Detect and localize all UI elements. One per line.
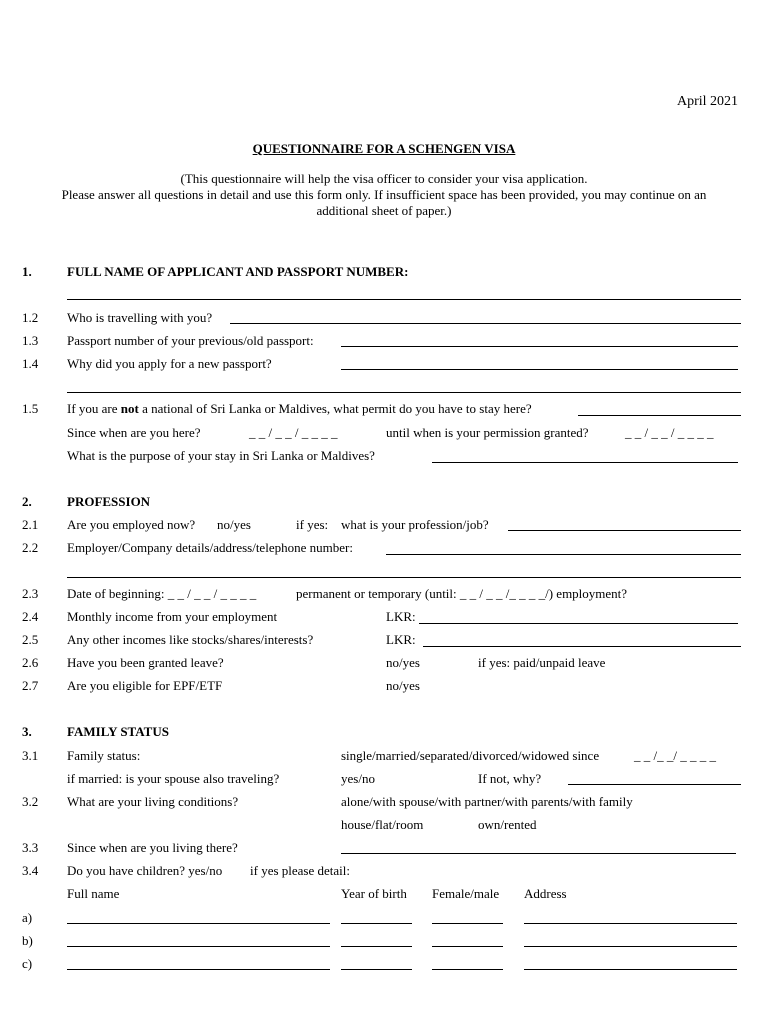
column-year-of-birth: Year of birth [341, 886, 407, 901]
section-2-number: 2. [22, 494, 32, 509]
child-b-year-field[interactable] [341, 946, 412, 947]
intro-line-3: additional sheet of paper.) [316, 203, 452, 218]
row-label-b: b) [22, 933, 33, 948]
children-detail-label: if yes please detail: [250, 863, 350, 878]
q2-2-number: 2.2 [22, 540, 39, 555]
child-a-year-field[interactable] [341, 923, 412, 924]
lkr-label-2: LKR: [386, 632, 416, 647]
section-3-number: 3. [22, 724, 32, 739]
column-address: Address [524, 886, 567, 901]
permission-until-field[interactable]: _ _ / _ _ / _ _ _ _ [625, 425, 714, 440]
employment-type-field[interactable]: permanent or temporary (until: _ _ / _ _ /_ _ _ _/) employment? [296, 586, 628, 601]
new-passport-reason-field-2[interactable] [67, 392, 741, 393]
q2-2-label: Employer/Company details/address/telephone number: [67, 540, 353, 555]
family-status-options[interactable]: single/married/separated/divorced/widowed since [341, 748, 600, 763]
q1-5-number: 1.5 [22, 401, 39, 416]
purpose-field[interactable] [432, 462, 738, 463]
q3-2-label: What are your living conditions? [67, 794, 239, 809]
document-date: April 2021 [677, 94, 739, 109]
living-since-field[interactable] [341, 853, 736, 854]
leave-type-options[interactable]: if yes: paid/unpaid leave [478, 655, 606, 670]
employer-field[interactable] [386, 554, 741, 555]
q2-6-number: 2.6 [22, 655, 39, 670]
row-label-c: c) [22, 956, 33, 971]
monthly-income-field[interactable] [419, 623, 738, 624]
profession-label: what is your profession/job? [341, 517, 489, 532]
child-c-name-field[interactable] [67, 969, 330, 970]
arrival-date-field[interactable]: _ _ / _ _ / _ _ _ _ [249, 425, 338, 440]
child-a-address-field[interactable] [524, 923, 737, 924]
profession-field[interactable] [508, 530, 741, 531]
column-full-name: Full name [67, 886, 120, 901]
child-b-name-field[interactable] [67, 946, 330, 947]
q3-2-number: 3.2 [22, 794, 39, 809]
ownership-options[interactable]: own/rented [478, 817, 537, 832]
column-sex: Female/male [432, 886, 500, 901]
section-2-title: PROFESSION [67, 494, 151, 509]
other-income-field[interactable] [423, 646, 741, 647]
employer-field-2[interactable] [67, 577, 741, 578]
purpose-label: What is the purpose of your stay in Sri Lanka or Maldives? [67, 448, 375, 463]
q2-4-number: 2.4 [22, 609, 39, 624]
q2-3-number: 2.3 [22, 586, 39, 601]
q3-1-number: 3.1 [22, 748, 39, 763]
child-b-address-field[interactable] [524, 946, 737, 947]
child-b-sex-field[interactable] [432, 946, 503, 947]
intro-line-1: (This questionnaire will help the visa officer to consider your visa application. [180, 171, 588, 186]
lkr-label-1: LKR: [386, 609, 416, 624]
q1-4-label: Why did you apply for a new passport? [67, 356, 272, 371]
page-title: QUESTIONNAIRE FOR A SCHENGEN VISA [252, 141, 516, 156]
family-status-date-field[interactable]: _ _ /_ _/ _ _ _ _ [634, 748, 716, 763]
if-yes-label: if yes: [296, 517, 329, 532]
q1-3-number: 1.3 [22, 333, 39, 348]
q1-3-label: Passport number of your previous/old passport: [67, 333, 314, 348]
permit-field[interactable] [578, 415, 741, 416]
new-passport-reason-field[interactable] [341, 369, 738, 370]
q2-1-label: Are you employed now? [67, 517, 196, 532]
q2-7-number: 2.7 [22, 678, 39, 693]
q2-5-label: Any other incomes like stocks/shares/interests? [67, 632, 314, 647]
child-c-year-field[interactable] [341, 969, 412, 970]
spouse-travel-label: if married: is your spouse also traveling? [67, 771, 280, 786]
q1-4-number: 1.4 [22, 356, 39, 371]
q2-4-label: Monthly income from your employment [67, 609, 278, 624]
start-date-field[interactable]: Date of beginning: _ _ / _ _ / _ _ _ _ [67, 586, 257, 601]
q1-2-label: Who is travelling with you? [67, 310, 213, 325]
employed-options[interactable]: no/yes [217, 517, 251, 532]
old-passport-field[interactable] [341, 346, 738, 347]
q2-6-label: Have you been granted leave? [67, 655, 224, 670]
q3-1-label: Family status: [67, 748, 141, 763]
travel-companions-field[interactable] [230, 323, 741, 324]
child-c-sex-field[interactable] [432, 969, 503, 970]
q1-2-number: 1.2 [22, 310, 39, 325]
leave-options[interactable]: no/yes [386, 655, 420, 670]
spouse-reason-field[interactable] [568, 784, 741, 785]
child-a-sex-field[interactable] [432, 923, 503, 924]
section-3-title: FAMILY STATUS [67, 724, 169, 739]
q3-3-label: Since when are you living there? [67, 840, 238, 855]
q2-5-number: 2.5 [22, 632, 39, 647]
row-label-a: a) [22, 910, 33, 925]
spouse-travel-options[interactable]: yes/no [341, 771, 375, 786]
full-name-field[interactable] [67, 299, 741, 300]
living-with-options[interactable]: alone/with spouse/with partner/with parents/with family [341, 794, 633, 809]
q3-3-number: 3.3 [22, 840, 39, 855]
since-label: Since when are you here? [67, 425, 201, 440]
housing-type-options[interactable]: house/flat/room [341, 817, 424, 832]
section-1-title: FULL NAME OF APPLICANT AND PASSPORT NUMBER: [67, 264, 409, 279]
child-c-address-field[interactable] [524, 969, 737, 970]
if-not-why-label: If not, why? [478, 771, 542, 786]
until-label: until when is your permission granted? [386, 425, 589, 440]
intro-line-2: Please answer all questions in detail and use this form only. If insufficient space has been provided, you may continue on an [61, 187, 707, 202]
child-a-name-field[interactable] [67, 923, 330, 924]
q2-1-number: 2.1 [22, 517, 39, 532]
q2-7-label: Are you eligible for EPF/ETF [67, 678, 223, 693]
section-1-number: 1. [22, 264, 32, 279]
epf-options[interactable]: no/yes [386, 678, 420, 693]
q1-5-label: If you are not a national of Sri Lanka or Maldives, what permit do you have to stay here? [67, 401, 532, 416]
children-options[interactable]: Do you have children? yes/no [67, 863, 223, 878]
q3-4-number: 3.4 [22, 863, 39, 878]
